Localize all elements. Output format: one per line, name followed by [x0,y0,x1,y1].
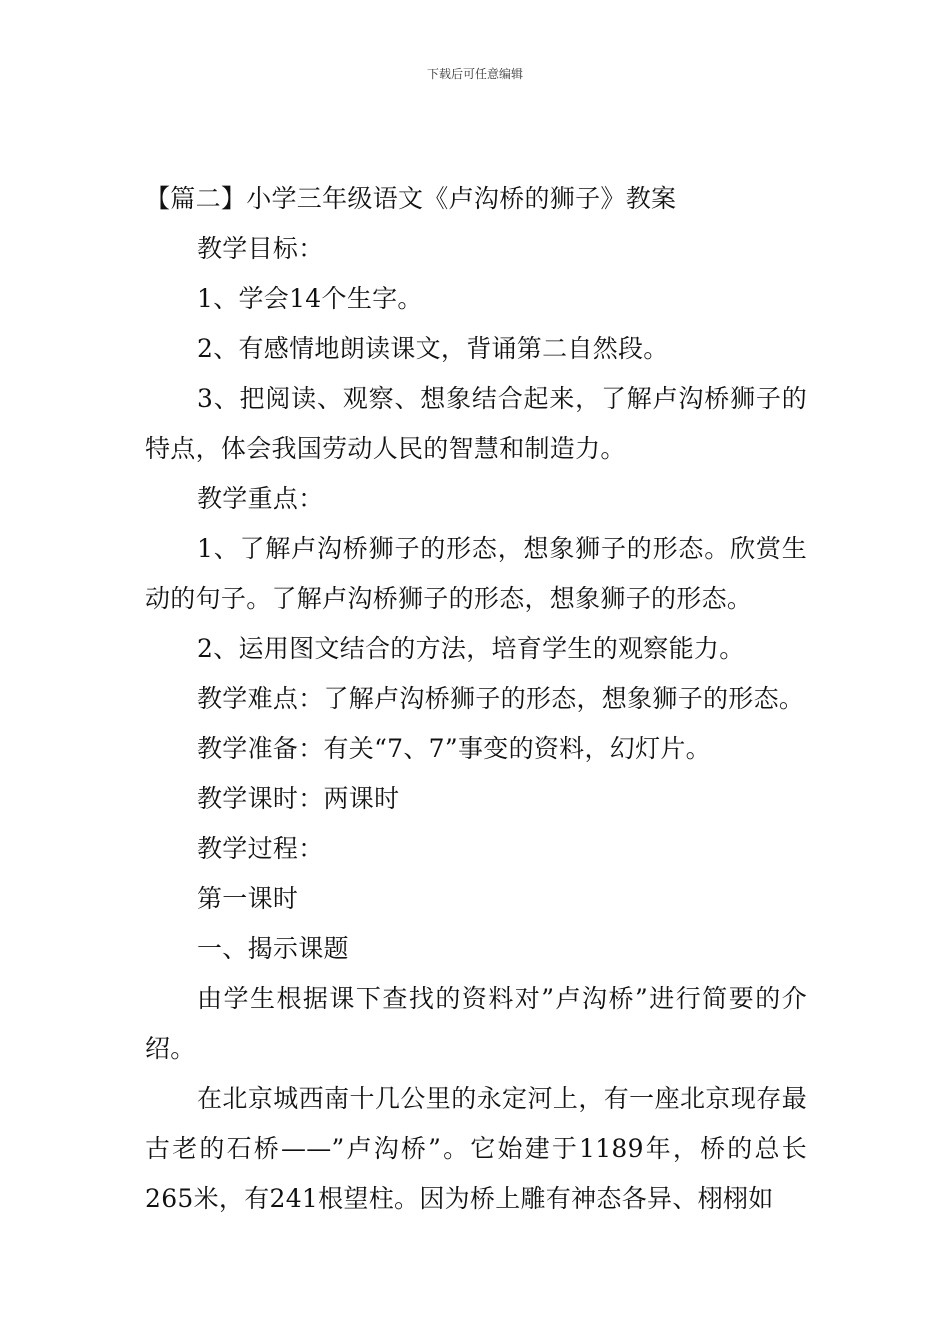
paragraph-teaching-goals-heading: 教学目标： [197,234,324,263]
paragraph-key-point-1: 1、了解卢沟桥狮子的形态，想象狮子的形态。欣赏生动的句子。了解卢沟桥狮子的形态，想象狮子的形态。 [145,534,807,613]
paragraph-first-lesson: 第一课时 [197,884,299,913]
paragraph-goal-2: 2、有感情地朗读课文，背诵第二自然段。 [197,334,669,363]
paragraph-class-hours: 教学课时：两课时 [197,784,400,813]
paragraph-key-points-heading: 教学重点： [197,484,324,513]
paragraph-key-point-2: 2、运用图文结合的方法，培育学生的观察能力。 [197,634,745,663]
paragraph-reveal-topic: 一、揭示课题 [197,934,349,963]
paragraph-difficulty: 教学难点：了解卢沟桥狮子的形态，想象狮子的形态。 [197,684,805,713]
paragraph-introduction: 由学生根据课下查找的资料对”卢沟桥”进行简要的介绍。 [145,984,807,1063]
paragraph-goal-3: 3、把阅读、观察、想象结合起来，了解卢沟桥狮子的特点，体会我国劳动人民的智慧和制造力。 [145,384,807,463]
document-body [145,174,807,1224]
paragraph-goal-1: 1、学会14个生字。 [197,284,423,313]
paragraph-bridge-description: 在北京城西南十几公里的永定河上，有一座北京现存最古老的石桥——”卢沟桥”。它始建于1189年，桥的总长265米，有241根望柱。因为桥上雕有神态各异、栩栩如 [145,1084,807,1213]
page-header-note: 下载后可任意编辑 [426,67,523,81]
paragraph-process-heading: 教学过程： [197,834,324,863]
paragraph-preparation: 教学准备：有关“7、7”事变的资料，幻灯片。 [197,734,711,763]
document-title: 【篇二】小学三年级语文《卢沟桥的狮子》教案 [145,184,677,213]
